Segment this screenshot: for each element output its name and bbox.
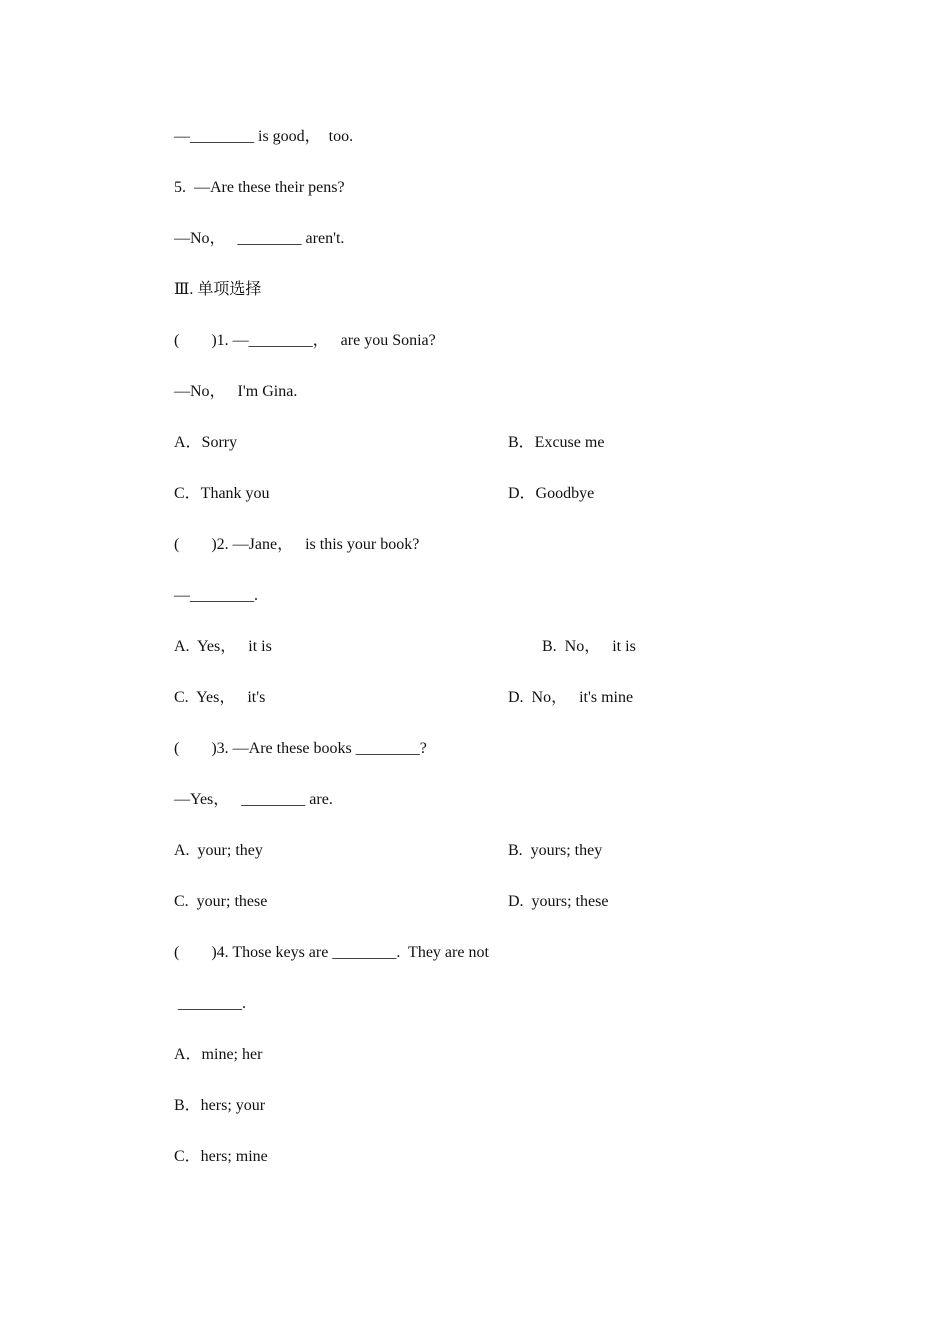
q2-option-c: C. Yes， it's (174, 689, 266, 706)
q3-option-a: A. your; they (174, 842, 263, 859)
question-5-prompt: 5. —Are these their pens? (174, 179, 345, 196)
mc-question-1-reply: —No， I'm Gina. (174, 383, 298, 400)
q3-option-d: D. yours; these (508, 893, 609, 910)
q1-option-b: B．Excuse me (508, 434, 605, 451)
q3-option-c: C. your; these (174, 893, 268, 910)
q1-option-c: C．Thank you (174, 485, 270, 502)
q1-option-a: A．Sorry (174, 434, 238, 451)
mc-question-2: ( )2. —Jane， is this your book? (174, 536, 420, 553)
mc-question-4: ( )4. Those keys are ________. They are not (174, 944, 489, 961)
q4-option-c: C．hers; mine (174, 1148, 268, 1165)
mc-question-3: ( )3. —Are these books ________? (174, 740, 427, 757)
question-5-reply: —No， ________ aren't. (174, 230, 345, 247)
mc-question-2-reply: —________. (174, 587, 258, 604)
mc-question-1: ( )1. —________， are you Sonia? (174, 332, 436, 349)
q3-option-b: B. yours; they (508, 842, 603, 859)
answer-line-4: —________ is good， too. (174, 128, 354, 145)
mc-question-3-reply: —Yes， ________ are. (174, 791, 333, 808)
q4-option-a: A．mine; her (174, 1046, 263, 1063)
mc-question-4-continuation: ________. (174, 995, 246, 1012)
q2-option-d: D. No， it's mine (508, 689, 634, 706)
q1-option-d: D．Goodbye (508, 485, 595, 502)
section-heading: Ⅲ. 单项选择 (174, 281, 262, 298)
q4-option-b: B．hers; your (174, 1097, 266, 1114)
q2-option-b: B. No， it is (542, 638, 636, 655)
q2-option-a: A. Yes， it is (174, 638, 272, 655)
